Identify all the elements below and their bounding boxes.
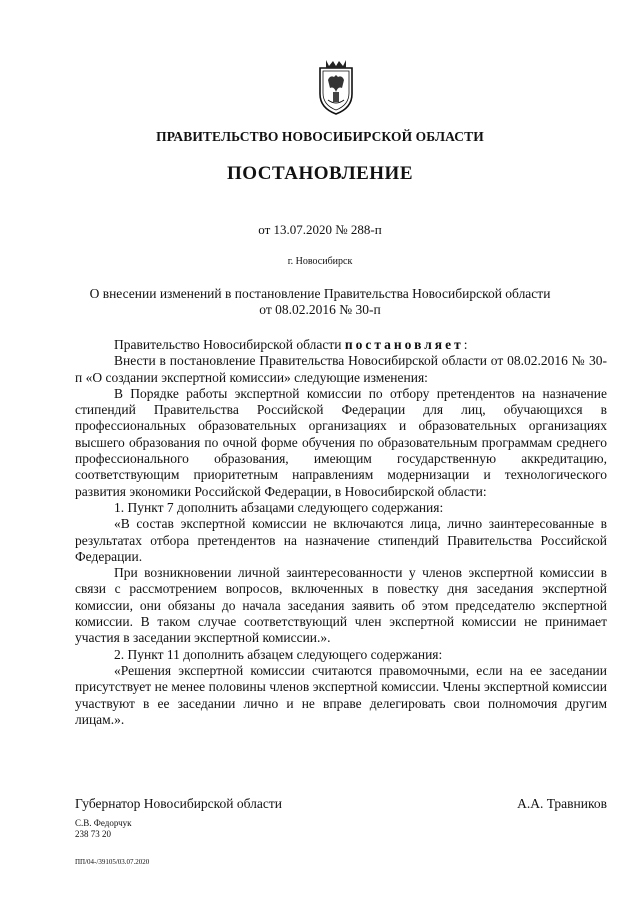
document-body [75,337,607,728]
document-code: ПП/04-/39105/03.07.2020 [75,858,150,866]
body-paragraph: Внести в постановление Правительства Новосибирской области от 08.02.2016 № 30-п «О создании экспертной комиссии» следующие изменения: [75,353,607,385]
signature-block [75,796,607,812]
body-paragraph: При возникновении личной заинтересованности у членов экспертной комиссии в связи с рассмотрением вопросов, включенных в повестку дня заседания экспертной комиссии, они обязаны до начала заседания заявить об этом председателю экспертной комиссии. В таком случае соответствующий член экспертной комиссии не принимает участия в заседании экспертной комиссии.». [75,565,607,646]
document-number-line: от 13.07.2020 № 288-п [258,222,382,237]
signer-position: Губернатор Новосибирской области [75,796,283,811]
intro-prefix: Правительство Новосибирской области [114,337,345,352]
city-name: г. Новосибирск [287,256,353,267]
body-paragraph: «В состав экспертной комиссии не включаются лица, лично заинтересованные в результатах отбора претендентов на назначение стипендий Правительства Российской Федерации. [75,516,607,564]
intro-suffix: : [463,337,468,352]
executor-phone: 238 73 20 [75,829,111,839]
intro-spaced-word: постановляет [344,337,464,352]
body-paragraph: 2. Пункт 11 дополнить абзацем следующего содержания: [114,646,443,662]
body-paragraph: В Порядке работы экспертной комиссии по отбору претендентов на назначение стипендий Правительства Российской Федерации для лиц, обучающихся в профессиональных образовательных организациях и образовательных организациях высшего образования по очной форме обучения по образовательным программам среднего профессионального образования, имеющим государственную аккредитацию, соответствующим приоритетным направлениям модернизации и технологического развития экономики Российской Федерации, в Новосибирской области: [75,385,607,499]
document-title [60,286,580,318]
executor-block [75,818,132,840]
title-line-1: О внесении изменений в постановление Правительства Новосибирской области [89,286,551,301]
signer-name: А.А. Травников [517,796,607,811]
organization-name: ПРАВИТЕЛЬСТВО НОВОСИБИРСКОЙ ОБЛАСТИ [156,129,484,144]
coat-of-arms-icon [316,58,356,116]
executor-name: С.В. Федорчук [75,818,132,828]
intro-paragraph [75,337,607,353]
document-type: ПОСТАНОВЛЕНИЕ [226,163,414,184]
title-line-2: от 08.02.2016 № 30-п [259,302,381,317]
body-paragraph: 1. Пункт 7 дополнить абзацами следующего содержания: [114,499,444,515]
body-paragraph: «Решения экспертной комиссии считаются правомочными, если на ее заседании присутствует не менее половины членов экспертной комиссии. Члены экспертной комиссии участвуют в ее заседании лично и не вправе делегировать свои полномочия другим лицам.». [75,662,607,727]
